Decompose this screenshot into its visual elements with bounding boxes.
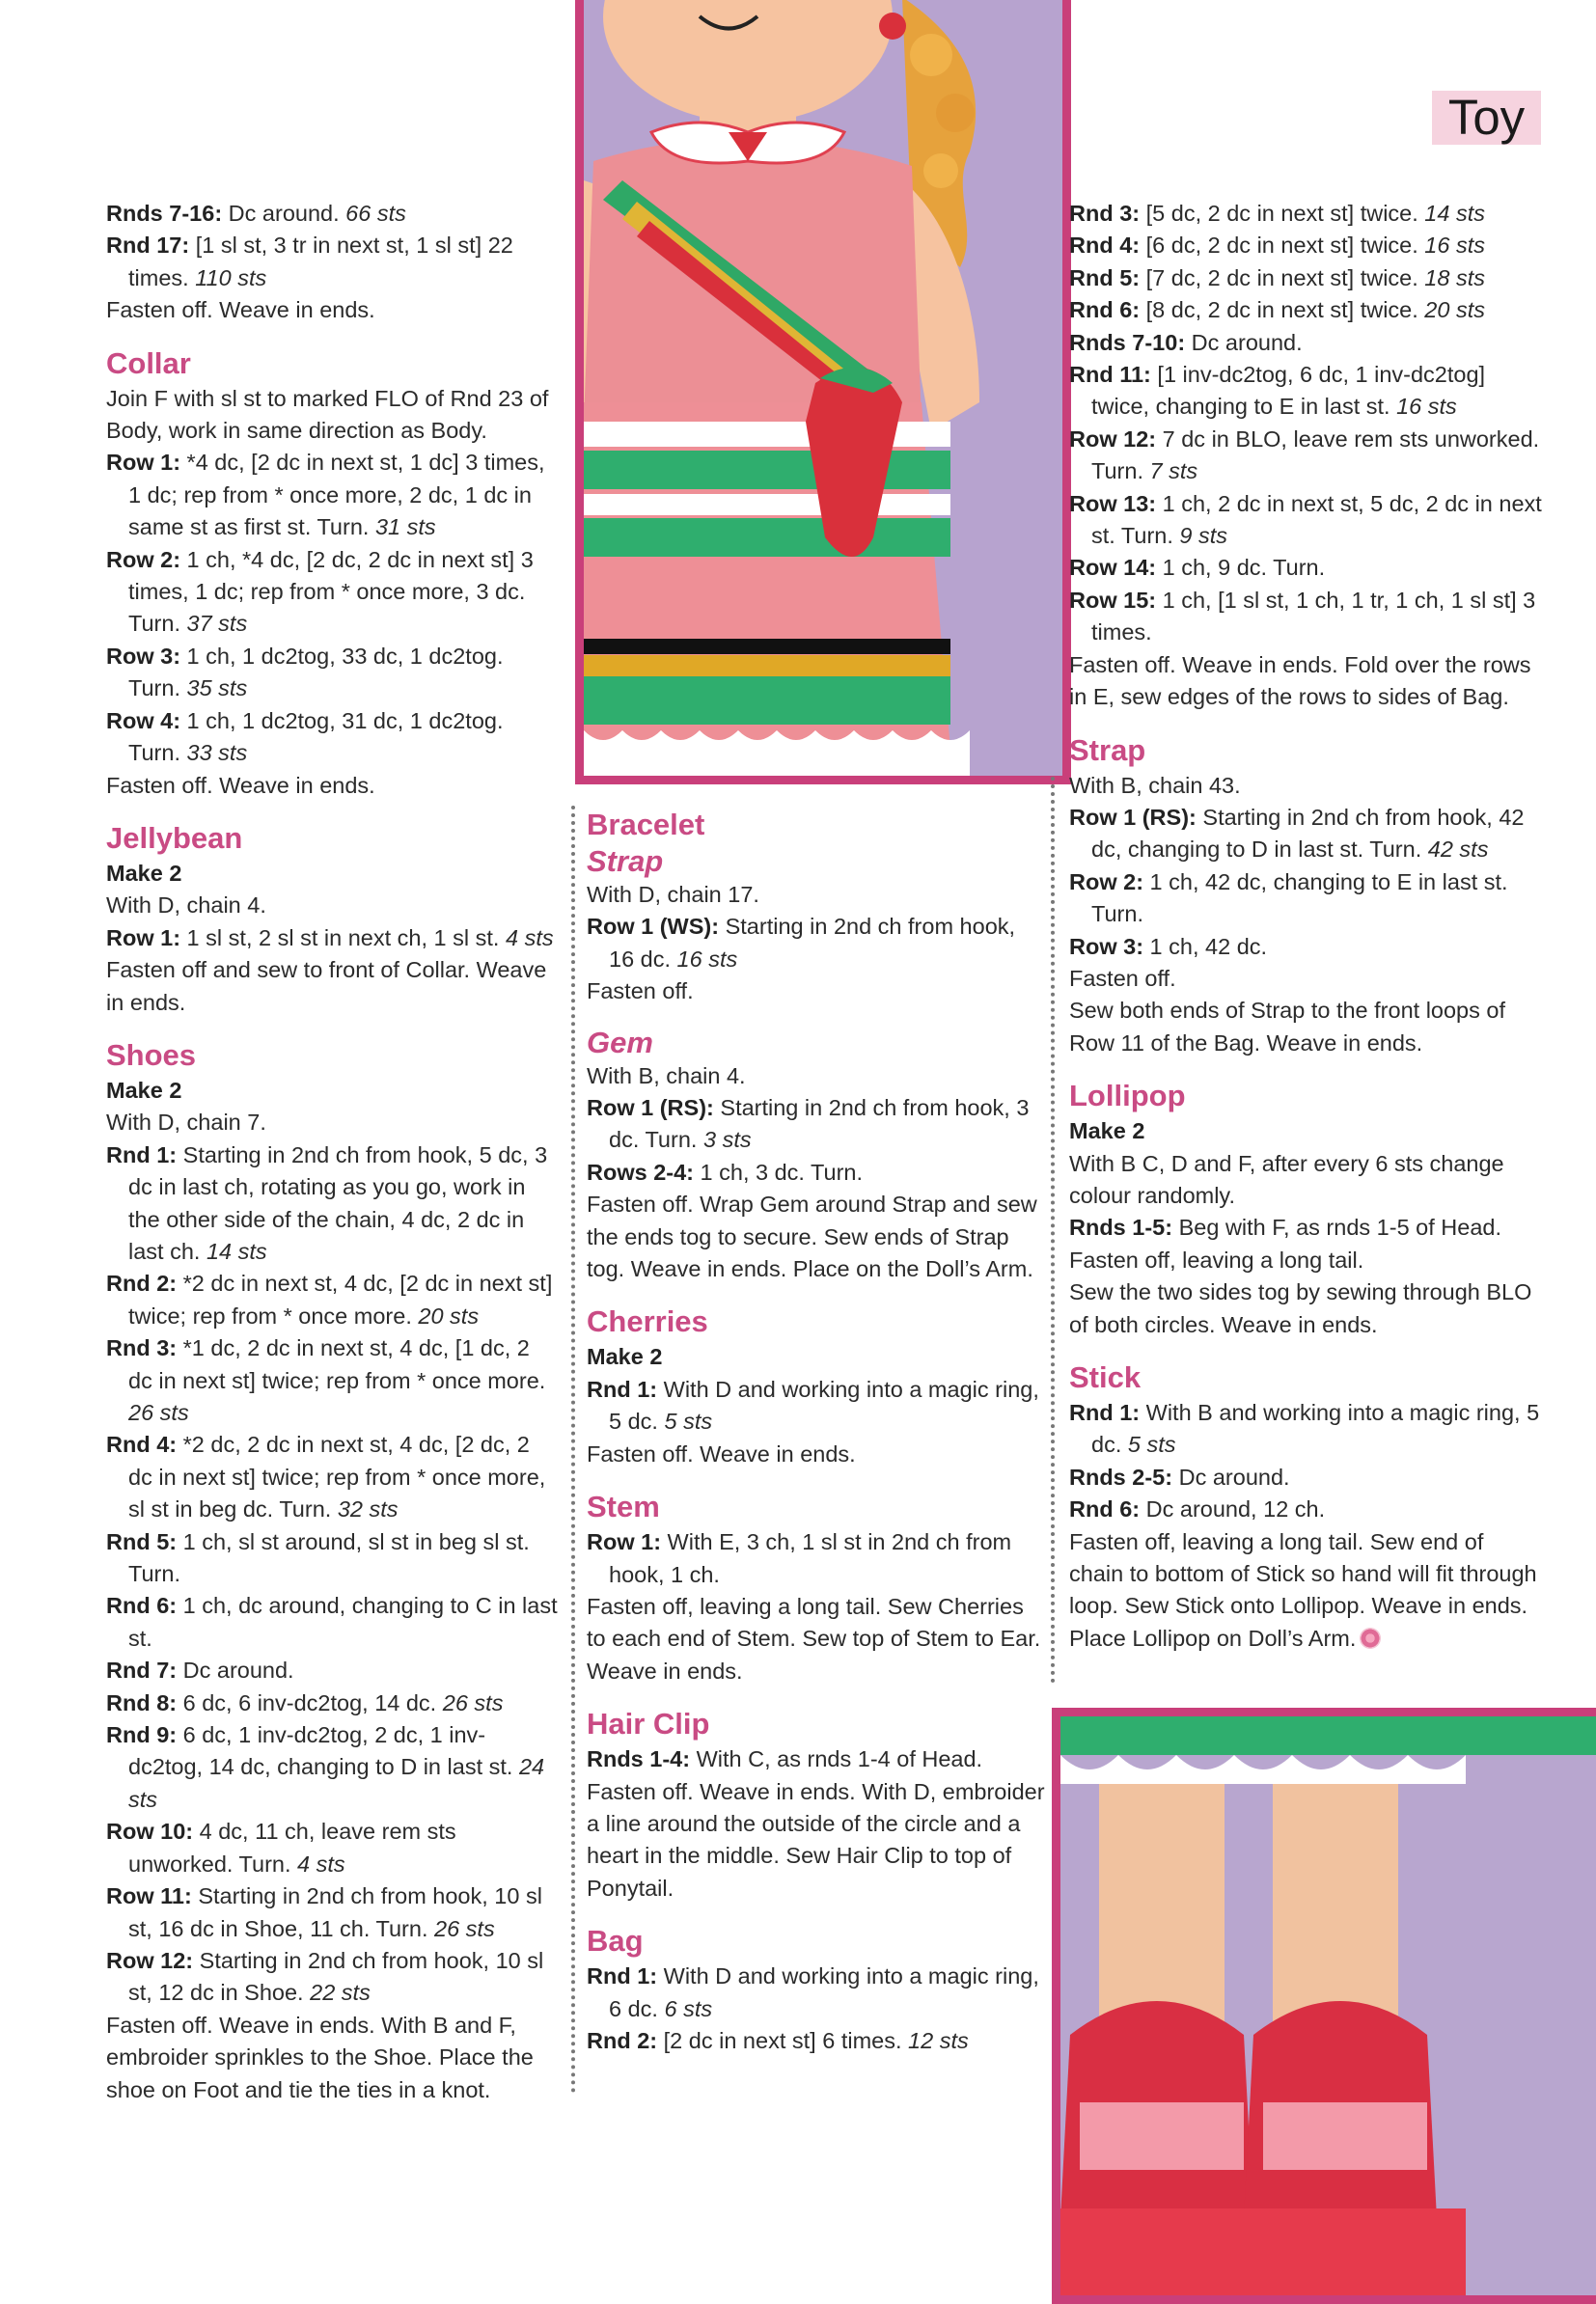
instruction: With B, chain 43. [1069,772,1241,798]
instruction: Fasten off. [587,978,694,1004]
step: Row 11: Starting in 2nd ch from hook, 10 sl st, 16 dc in Shoe, 11 ch. Turn. 26 sts [106,1883,542,1941]
step: Rnd 1: Starting in 2nd ch from hook, 5 dc, 3 dc in last ch, rotating as you go, work in the other side of the chain, 4 dc, 2 dc in last ch. 14 sts [106,1141,548,1264]
instruction: With D, chain 7. [106,1110,266,1136]
instruction: Fasten off. Weave in ends. With D, embroider a line around the outside of the circle and a heart in the middle. Sew Hair Clip to top of Ponytail. [587,1778,1045,1901]
step: Rnd 5: 1 ch, sl st around, sl st in beg sl st. Turn. [106,1528,530,1587]
step: Rnds 1-4: With C, as rnds 1-4 of Head. [587,1746,983,1772]
step: Row 10: 4 dc, 11 ch, leave rem sts unworked. Turn. 4 sts [106,1819,456,1877]
step: Row 2: 1 ch, *4 dc, [2 dc, 2 dc in next st] 3 times, 1 dc; rep from * once more, 3 dc. Turn. 37 sts [106,546,534,637]
step: Row 2: 1 ch, 42 dc, changing to E in last st. Turn. [1069,868,1508,927]
step: Row 13: 1 ch, 2 dc in next st, 5 dc, 2 dc in next st. Turn. 9 sts [1069,490,1542,549]
step: Rnds 1-5: Beg with F, as rnds 1-5 of Head. [1069,1215,1502,1241]
doll-shoes-illustration [1060,1716,1596,2295]
step: Row 12: Starting in 2nd ch from hook, 10 sl st, 12 dc in Shoe. 22 sts [106,1947,544,2006]
step: Rnd 8: 6 dc, 6 inv-dc2tog, 14 dc. 26 sts [106,1689,504,1715]
instruction: Fasten off. Weave in ends. [106,297,375,323]
make-count: Make 2 [106,1077,182,1103]
step: Rnd 7: Dc around. [106,1658,294,1684]
instruction: Fasten off. Weave in ends. [106,772,375,798]
instruction: Fasten off. Weave in ends. With B and F, embroider sprinkles to the Shoe. Place the shoe on Foot and tie the ties in a knot. [106,2012,534,2102]
section-heading-stick: Stick [1069,1360,1142,1394]
section-heading-stem: Stem [587,1490,660,1524]
step: Rnd 3: *1 dc, 2 dc in next st, 4 dc, [1 dc, 2 dc in next st] twice; rep from * once more. 26 sts [106,1335,546,1425]
step: Rnd 6: [8 dc, 2 dc in next st] twice. 20 sts [1069,297,1485,323]
step: Row 1: 1 sl st, 2 sl st in next ch, 1 sl st. 4 sts [106,924,554,950]
section-heading-strap: Strap [1069,732,1146,767]
column-divider-right [1051,777,1055,1684]
step: Rows 2-4: 1 ch, 3 dc. Turn. [587,1159,864,1185]
step: Row 1 (WS): Starting in 2nd ch from hook, 16 dc. 16 sts [587,914,1016,972]
section-tag: Toy [1432,91,1541,145]
section-heading-jellybean: Jellybean [106,820,243,855]
instruction: Fasten off, leaving a long tail. Sew Cherries to each end of Stem. Sew top of Stem to Ear. Weave in ends. [587,1593,1041,1684]
instruction: Fasten off. [1069,965,1176,991]
instruction: Fasten off. Wrap Gem around Strap and sew the ends tog to secure. Sew ends of Strap tog. Weave in ends. Place on the Doll’s Arm. [587,1192,1037,1282]
step: Row 1 (RS): Starting in 2nd ch from hook, 42 dc, changing to D in last st. Turn. 42 sts [1069,804,1525,863]
step: Rnd 3: [5 dc, 2 dc in next st] twice. 14 sts [1069,201,1485,226]
step: Rnd 6: 1 ch, dc around, changing to C in last st. [106,1593,558,1651]
step: Rnd 9: 6 dc, 1 inv-dc2tog, 2 dc, 1 inv-dc2tog, 14 dc, changing to D in last st. 24 sts [106,1722,545,1812]
section-heading-bracelet: Bracelet [587,808,705,841]
make-count: Make 2 [106,860,182,886]
doll-shoes-photo [1052,1708,1596,2304]
subheading-gem: Gem [587,1025,653,1059]
step: Row 3: 1 ch, 1 dc2tog, 33 dc, 1 dc2tog. Turn. 35 sts [106,643,504,701]
subheading-strap: Strap [587,844,664,878]
step: Rnd 5: [7 dc, 2 dc in next st] twice. 18 sts [1069,264,1485,290]
step: Rnd 4: [6 dc, 2 dc in next st] twice. 16 sts [1069,233,1485,259]
instruction: Fasten off, leaving a long tail. [1069,1247,1364,1273]
step: Rnd 11: [1 inv-dc2tog, 6 dc, 1 inv-dc2tog] twice, changing to E in last st. 16 sts [1069,362,1486,420]
step: Rnds 2-5: Dc around. [1069,1464,1290,1490]
step: Rnd 4: *2 dc, 2 dc in next st, 4 dc, [2 dc, 2 dc in next st] twice; rep from * once more, sl st in beg dc. Turn. 32 sts [106,1432,546,1522]
step: Row 1: With E, 3 ch, 1 sl st in 2nd ch from hook, 1 ch. [587,1529,1012,1587]
column-3 [1069,198,1542,1655]
instruction: With D, chain 17. [587,882,759,907]
section-heading-cherries: Cherries [587,1304,708,1339]
lollipop-end-icon [1360,1628,1381,1649]
step: Row 4: 1 ch, 1 dc2tog, 31 dc, 1 dc2tog. Turn. 33 sts [106,707,504,766]
instruction: Fasten off. Weave in ends. Fold over the rows in E, sew edges of the rows to sides of Bag. [1069,651,1531,710]
step: Row 14: 1 ch, 9 dc. Turn. [1069,555,1326,581]
instruction: With B C, D and F, after every 6 sts change colour randomly. [1069,1150,1504,1208]
instruction: With B, chain 4. [587,1062,746,1088]
step: Row 1: *4 dc, [2 dc in next st, 1 dc] 3 times, 1 dc; rep from * once more, 2 dc, 1 dc in same st as first st. Turn. 31 sts [106,450,545,540]
step: Row 1 (RS): Starting in 2nd ch from hook, 3 dc. Turn. 3 sts [587,1095,1030,1153]
column-2 [587,806,1045,2057]
doll-dress-photo [575,0,1071,784]
column-divider-left [571,806,575,2094]
instruction: Fasten off, leaving a long tail. Sew end of chain to bottom of Stick so hand will fit through loop. Sew Stick onto Lollipop. Weave in ends. Place Lollipop on Doll’s Arm. [1069,1528,1537,1651]
step: Rnd 1: With D and working into a magic ring, 5 dc. 5 sts [587,1376,1039,1435]
instruction: Sew the two sides tog by sewing through BLO of both circles. Weave in ends. [1069,1279,1532,1337]
step: Rnds 7-10: Dc around. [1069,329,1303,355]
step: Row 3: 1 ch, 42 dc. [1069,933,1268,959]
instruction: With D, chain 4. [106,892,266,919]
section-heading-shoes: Shoes [106,1037,197,1072]
step: Rnd 1: With D and working into a magic ring, 6 dc. 6 sts [587,1963,1039,2021]
step: Rnds 7-16: Dc around. 66 sts [106,201,406,226]
step: Rnd 2: *2 dc in next st, 4 dc, [2 dc in next st] twice; rep from * once more. 20 sts [106,1271,553,1329]
section-heading-collar: Collar [106,345,191,380]
section-heading-bag: Bag [587,1924,644,1959]
instruction: Sew both ends of Strap to the front loops of Row 11 of the Bag. Weave in ends. [1069,998,1506,1056]
step: Row 15: 1 ch, [1 sl st, 1 ch, 1 tr, 1 ch, 1 sl st] 3 times. [1069,587,1536,645]
instruction: Fasten off. Weave in ends. [587,1440,856,1467]
instruction: Fasten off and sew to front of Collar. Weave in ends. [106,957,547,1015]
section-heading-lollipop: Lollipop [1069,1079,1186,1113]
instruction: Join F with sl st to marked FLO of Rnd 23 of Body, work in same direction as Body. [106,385,549,444]
step: Rnd 6: Dc around, 12 ch. [1069,1496,1326,1522]
make-count: Make 2 [1069,1118,1145,1144]
step: Rnd 17: [1 sl st, 3 tr in next st, 1 sl st] 22 times. 110 sts [106,233,513,290]
step: Row 12: 7 dc in BLO, leave rem sts unworked. Turn. 7 sts [1069,425,1540,484]
step: Rnd 2: [2 dc in next st] 6 times. 12 sts [587,2027,969,2053]
step: Rnd 1: With B and working into a magic ring, 5 dc. 5 sts [1069,1400,1540,1458]
doll-dress-illustration [584,0,1062,776]
column-1 [106,198,560,2106]
make-count: Make 2 [587,1344,663,1370]
section-heading-hair-clip: Hair Clip [587,1707,710,1742]
